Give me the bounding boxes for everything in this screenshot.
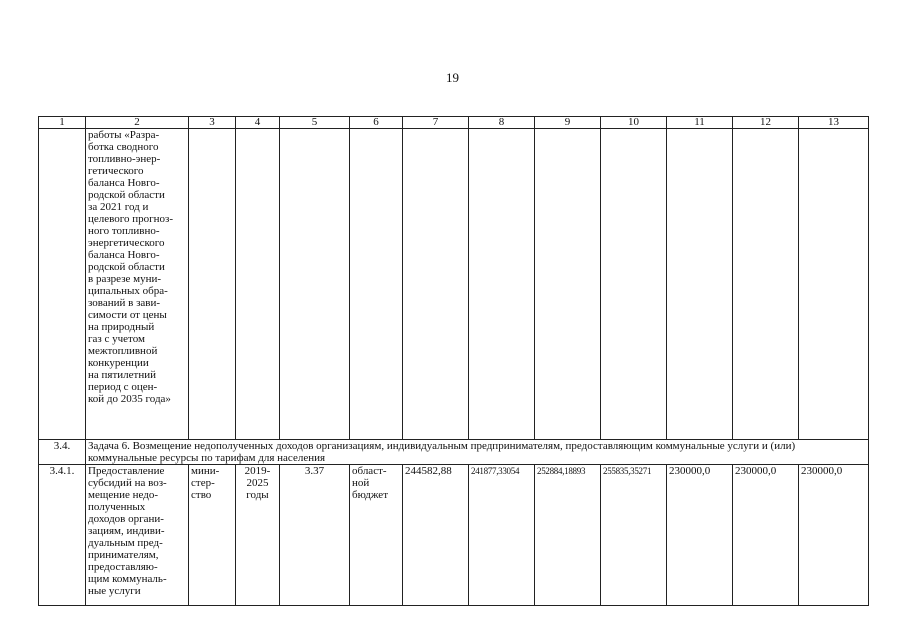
header-cell: 10 [601, 117, 667, 129]
header-cell: 13 [799, 117, 869, 129]
empty-cell [350, 129, 403, 440]
row-number: 3.4.1. [39, 465, 86, 606]
empty-cell [189, 129, 236, 440]
header-cell: 8 [469, 117, 535, 129]
header-cell: 7 [403, 117, 469, 129]
page-number: 19 [446, 70, 459, 85]
header-cell: 4 [236, 117, 280, 129]
row-value-10: 255835,35271 [601, 465, 667, 606]
header-cell: 11 [667, 117, 733, 129]
header-cell: 1 [39, 117, 86, 129]
empty-cell [403, 129, 469, 440]
program-table [38, 116, 869, 606]
row-value-8: 241877,33054 [469, 465, 535, 606]
empty-cell [733, 129, 799, 440]
header-row [39, 117, 869, 129]
row-target: 3.37 [280, 465, 350, 606]
row-period: 2019- 2025 годы [236, 465, 280, 606]
row-source: област- ной бюджет [350, 465, 403, 606]
row-value-7: 244582,88 [403, 465, 469, 606]
header-cell: 3 [189, 117, 236, 129]
table-row [39, 465, 869, 606]
empty-cell [535, 129, 601, 440]
empty-cell [236, 129, 280, 440]
empty-cell [601, 129, 667, 440]
header-cell: 5 [280, 117, 350, 129]
row-executor: мини- стер- ство [189, 465, 236, 606]
empty-cell [799, 129, 869, 440]
continued-text-cell: работы «Разра- ботка сводного топливно-энер- гетического баланса Новго- родской области за 2021 год и целевого прогноз- ного топливно- энергетического баланса Новго- родской области в разрезе муни- ципальных обра- зований в зави- симости от цены на природный газ с учетом межтопливной конкуренции на пятилетний период с оцен- кой до 2035 года» [86, 129, 189, 440]
empty-cell [39, 129, 86, 440]
row-name: Предоставление субсидий на воз- мещение недо- полученных доходов органи- зациям, индиви- дуальным пред- принимателям, предоставляю- щим коммуналь- ные услуги [86, 465, 189, 606]
task-text: Задача 6. Возмещение недополученных доходов организациям, индивидуальным предпринимателям, предоставляющим коммунальные услуги и (или) коммунальные ресурсы по тарифам для населения [86, 440, 869, 465]
header-cell: 6 [350, 117, 403, 129]
header-cell: 9 [535, 117, 601, 129]
row-value-9: 252884,18893 [535, 465, 601, 606]
empty-cell [469, 129, 535, 440]
row-value-12: 230000,0 [733, 465, 799, 606]
row-value-11: 230000,0 [667, 465, 733, 606]
empty-cell [280, 129, 350, 440]
header-cell: 2 [86, 117, 189, 129]
empty-cell [667, 129, 733, 440]
continued-row [39, 129, 869, 440]
task-row [39, 440, 869, 465]
task-number: 3.4. [39, 440, 86, 465]
row-value-13: 230000,0 [799, 465, 869, 606]
header-cell: 12 [733, 117, 799, 129]
